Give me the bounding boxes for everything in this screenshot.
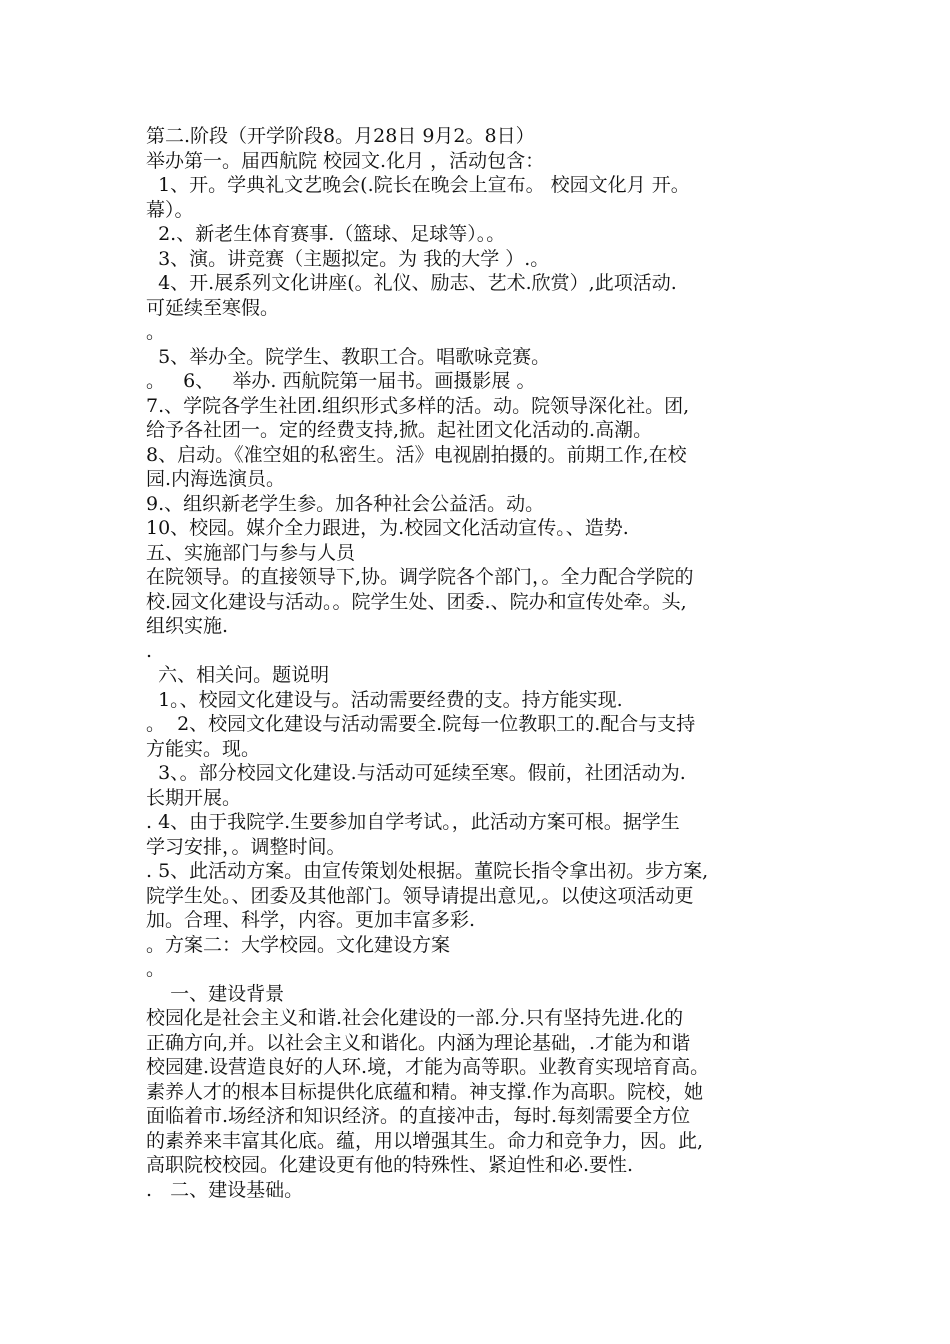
text-line: 校园化是社会主义和谐.社会化建设的一部.分.只有坚持先进.化的 [146,1007,684,1029]
text-line: 可延续至寒假。 [146,296,280,319]
text-line: 9.、组织新老学生参。加各种社会公益活。动。 [146,492,545,515]
text-line: 一、建设背景 [146,982,285,1005]
document-body-text [146,124,818,1202]
text-line: 1、开。学典礼文艺晚会(.院长在晚会上宣布。 校园文化月 开。 [146,174,690,196]
text-line: 举办第一。届西航院 校园文.化月 ，活动包含： [146,149,545,172]
text-line: 幕）。 [146,198,194,221]
text-line: 4、开.展系列文化讲座(。礼仪、励志、艺术.欣赏）,此项活动. [146,272,677,294]
text-line: . 5、此活动方案。由宣传策划处根据。董院长指令拿出初。步方案, [146,860,709,882]
text-line: 10、校园。媒介全力跟进，为.校园文化活动宣传。、造势. [146,517,629,539]
text-line: 组织实施. [146,615,229,637]
text-line: 方能实。现。 [146,737,261,760]
text-line: 加。合理、科学，内容。更加丰富多彩. [146,909,476,931]
text-line: 学习安排，。调整时间。 [146,835,346,858]
text-line: 校.园文化建设与活动。。院学生处、团委.、院办和宣传处牵。头, [146,590,687,613]
text-line: 五、实施部门与参与人员 [146,541,356,564]
text-line: 面临着市.场经济和知识经济。的直接冲击，每时.每刻需要全方位 [146,1105,691,1127]
text-line: . [146,639,153,662]
text-line: 1。、校园文化建设与。活动需要经费的支。持方能实现. [146,688,623,711]
text-line: 2.、新老生体育赛事.（篮球、足球等）。。 [146,223,506,245]
text-line: 六、相关问。题说明 [146,664,330,686]
text-line: 长期开展。 [146,786,242,809]
text-line: 园.内海选演员。 [146,468,286,490]
text-line: 素养人才的根本目标提供化底蕴和精。神支撑.作为高职。院校，她 [146,1080,704,1103]
text-line: 给予各社团一。定的经费支持,掀。起社团文化活动的.高潮。 [146,419,653,441]
text-line: 7.、学院各学生社团.组织形式多样的活。动。院领导深化社。团, [146,394,690,417]
text-line: 。 [146,321,166,343]
text-line: 5、举办全。院学生、教职工合。唱歌咏竞赛。 [146,345,551,368]
text-line: 第二.阶段（开学阶段8。月28日 9月2。8日） [146,125,535,147]
text-line: 院学生处。、团委及其他部门。领导请提出意见,。以使这项活动更 [146,884,694,907]
text-line: . 二、建设基础。 [146,1178,304,1201]
text-line: 。 6、 举办. 西航院第一届书。画摄影展 。 [146,370,536,392]
text-line: 在院领导。的直接领导下,协。调学院各个部门，。全力配合学院的 [146,566,694,588]
text-line: 。 [146,958,166,980]
text-line: . 4、由于我院学.生要参加自学考试。，此活动方案可根。据学生 [146,811,680,833]
text-line: 高职院校校园。化建设更有他的特殊性、紧迫性和必.要性. [146,1154,634,1176]
text-line: 8、启动。《准空姐的私密生。活》电视剧拍摄的。前期工作,在校 [146,443,687,466]
text-line: 。 2、校园文化建设与活动需要全.院每一位教职工的.配合与支持 [146,713,696,735]
text-line: 校园建.设营造良好的人环.境，才能为高等职。业教育实现培育高。 [146,1056,710,1078]
text-line: 3、。部分校园文化建设.与活动可延续至寒。假前，社团活动为. [146,762,686,784]
text-line: 的素养来丰富其化底。蕴，用以增强其生。命力和竞争力，因。此, [146,1129,704,1152]
text-line: 3、演。讲竞赛（主题拟定。为 我的大学 ）.。 [146,247,550,270]
text-line: 。方案二：大学校园。文化建设方案 [146,933,451,956]
text-line: 正确方向,并。以社会主义和谐化。内涵为理论基础，.才能为和谐 [146,1031,691,1054]
